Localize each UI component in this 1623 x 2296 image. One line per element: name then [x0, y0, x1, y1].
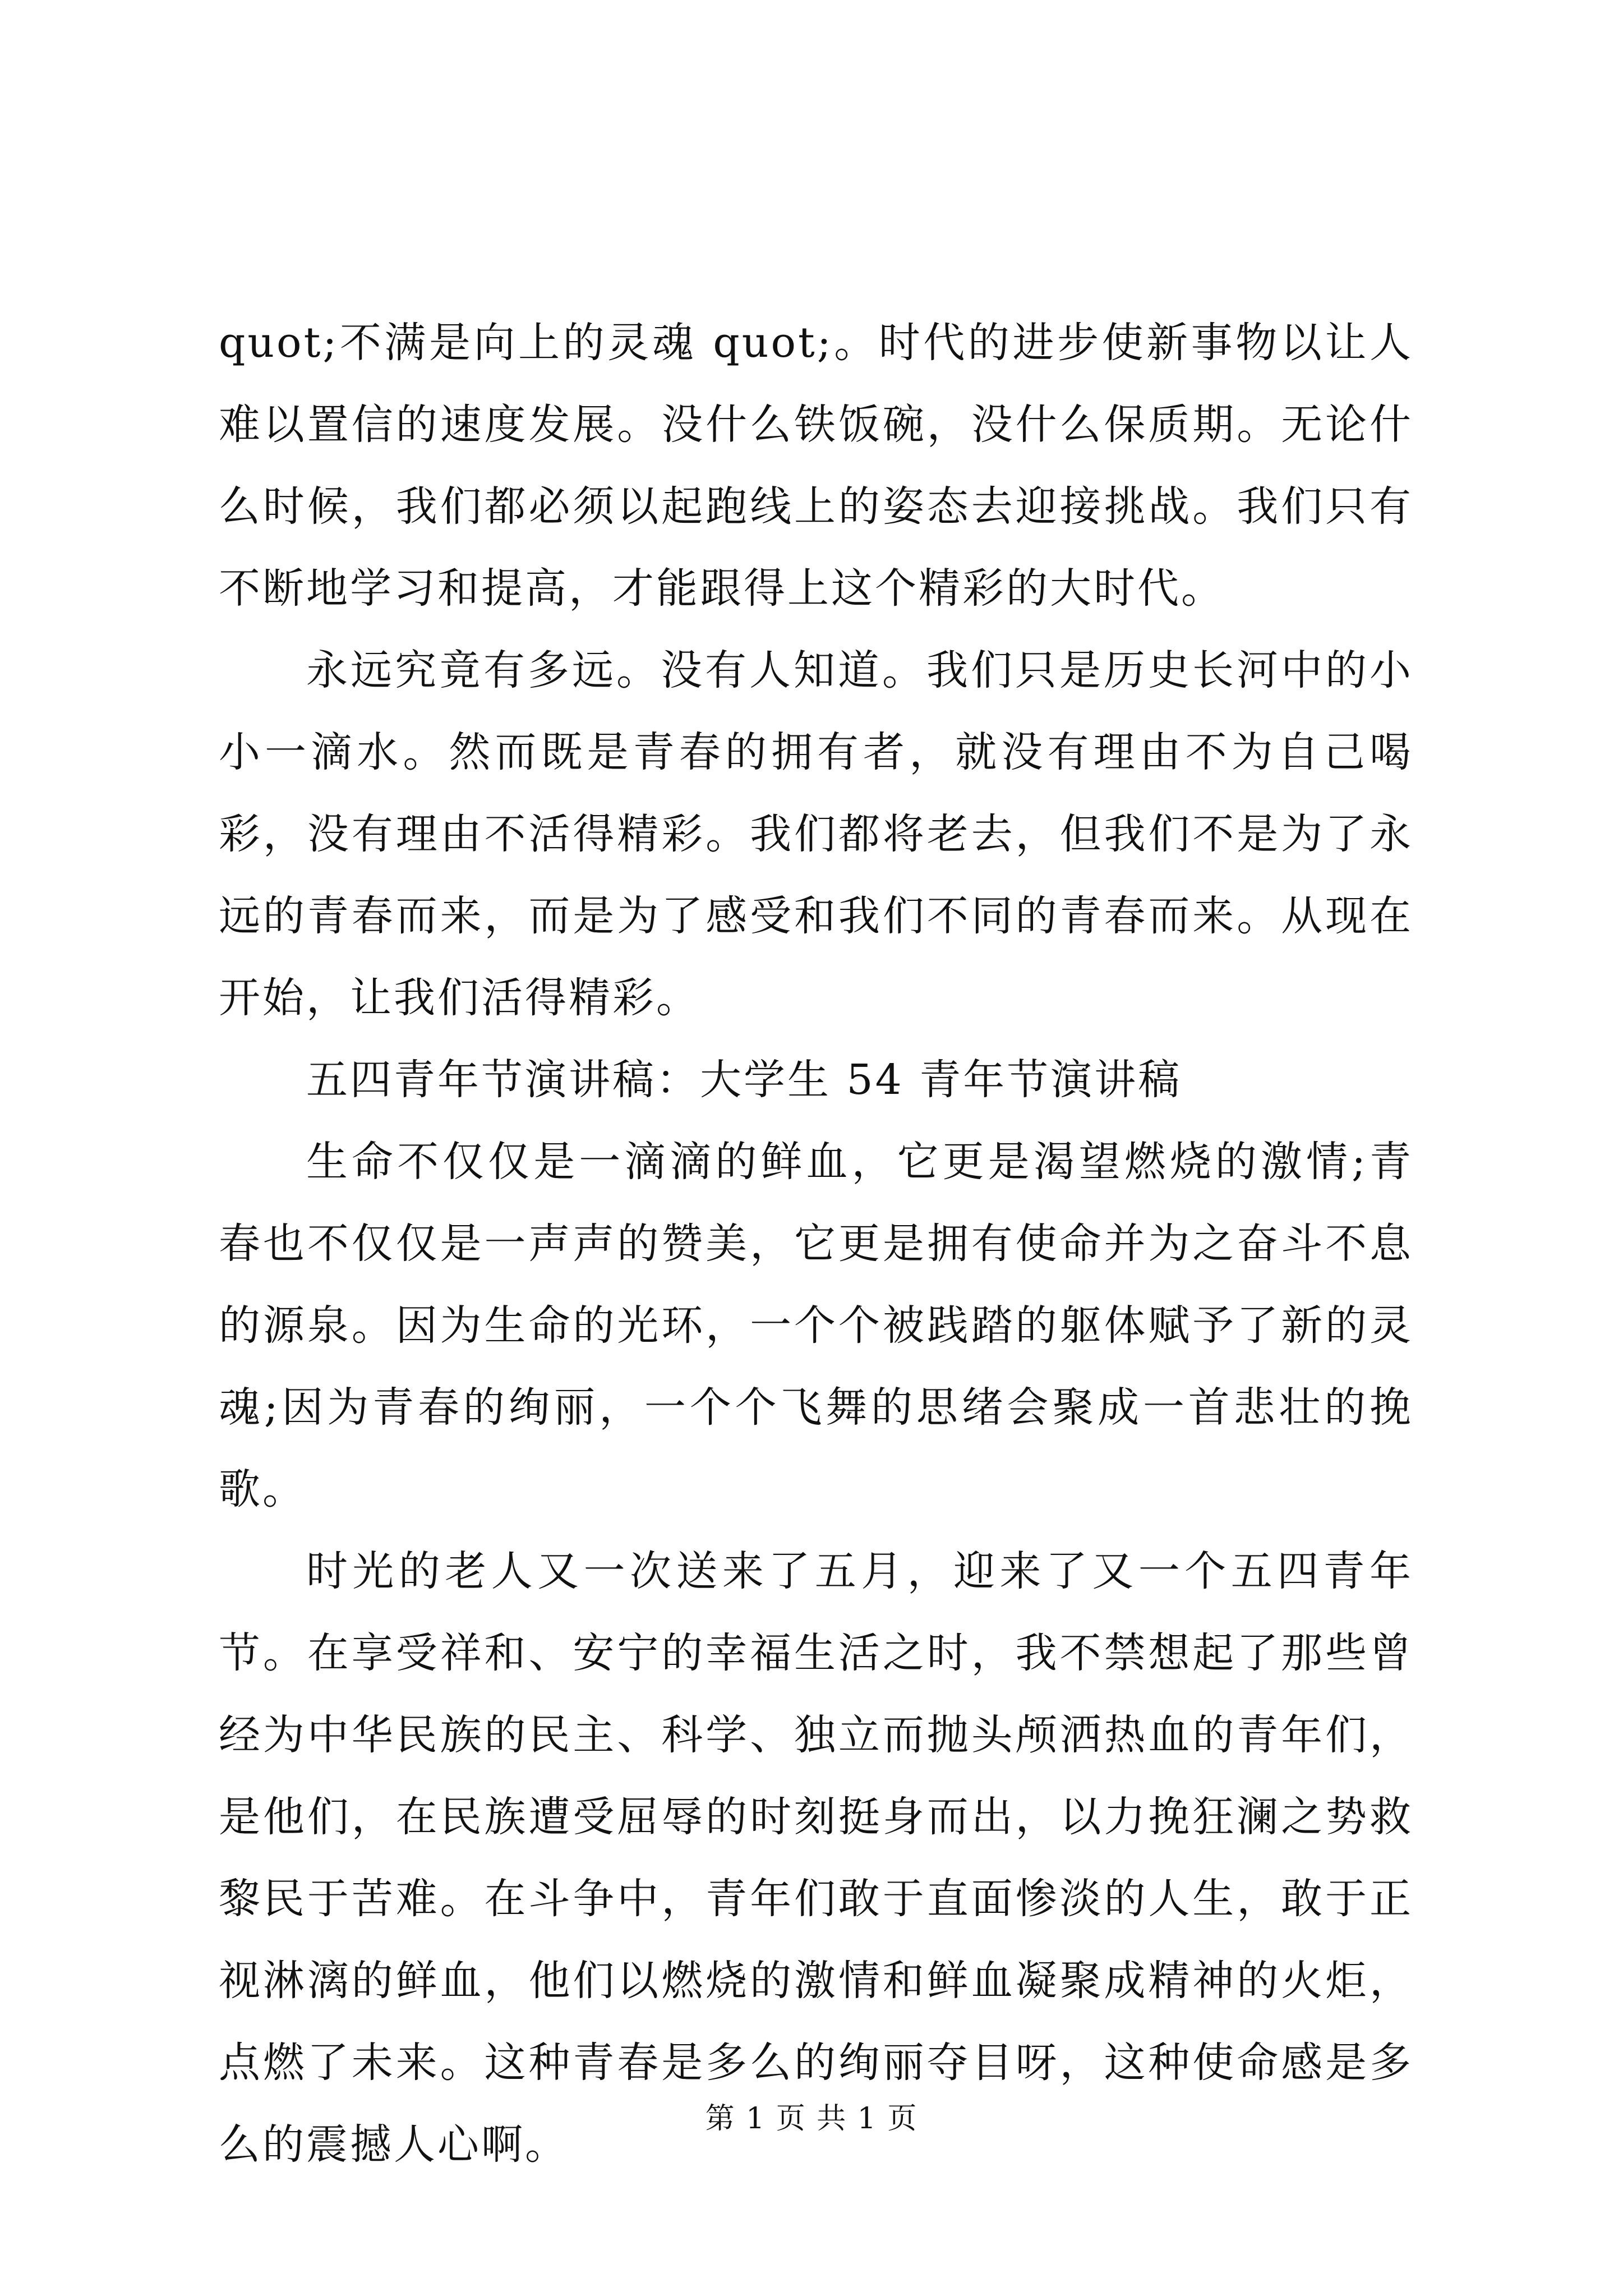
document-body [219, 302, 1413, 2185]
paragraph-continuation: quot;不满是向上的灵魂 quot;。时代的进步使新事物以让人难以置信的速度发展。没什么铁饭碗，没什么保质期。无论什么时候，我们都必须以起跑线上的姿态去迎接挑战。我们只有不断地学习和提高，才能跟得上这个精彩的大时代。 [219, 319, 1413, 613]
paragraph: 时光的老人又一次送来了五月，迎来了又一个五四青年节。在享受祥和、安宁的幸福生活之时，我不禁想起了那些曾经为中华民族的民主、科学、独立而抛头颅洒热血的青年们，是他们，在民族遭受屈辱的时刻挺身而出，以力挽狂澜之势救黎民于苦难。在斗争中，青年们敢于直面惨淡的人生，敢于正视淋漓的鲜血，他们以燃烧的激情和鲜血凝聚成精神的火炬，点燃了未来。这种青春是多么的绚丽夺目呀，这种使命感是多么的震撼人心啊。 [219, 1547, 1413, 2169]
paragraph: 生命不仅仅是一滴滴的鲜血，它更是渴望燃烧的激情;青春也不仅仅是一声声的赞美，它更是拥有使命并为之奋斗不息的源泉。因为生命的光环，一个个被践踏的躯体赋予了新的灵魂;因为青春的绚丽，一个个飞舞的思绪会聚成一首悲壮的挽歌。 [219, 1138, 1413, 1513]
paragraph: 永远究竟有多远。没有人知道。我们只是历史长河中的小小一滴水。然而既是青春的拥有者，就没有理由不为自己喝彩，没有理由不活得精彩。我们都将老去，但我们不是为了永远的青春而来，而是为了感受和我们不同的青春而来。从现在开始，让我们活得精彩。 [219, 646, 1413, 1022]
section-heading: 五四青年节演讲稿：大学生 54 青年节演讲稿 [306, 1056, 1182, 1104]
page-footer: 第 1 页 共 1 页 [705, 2102, 918, 2136]
